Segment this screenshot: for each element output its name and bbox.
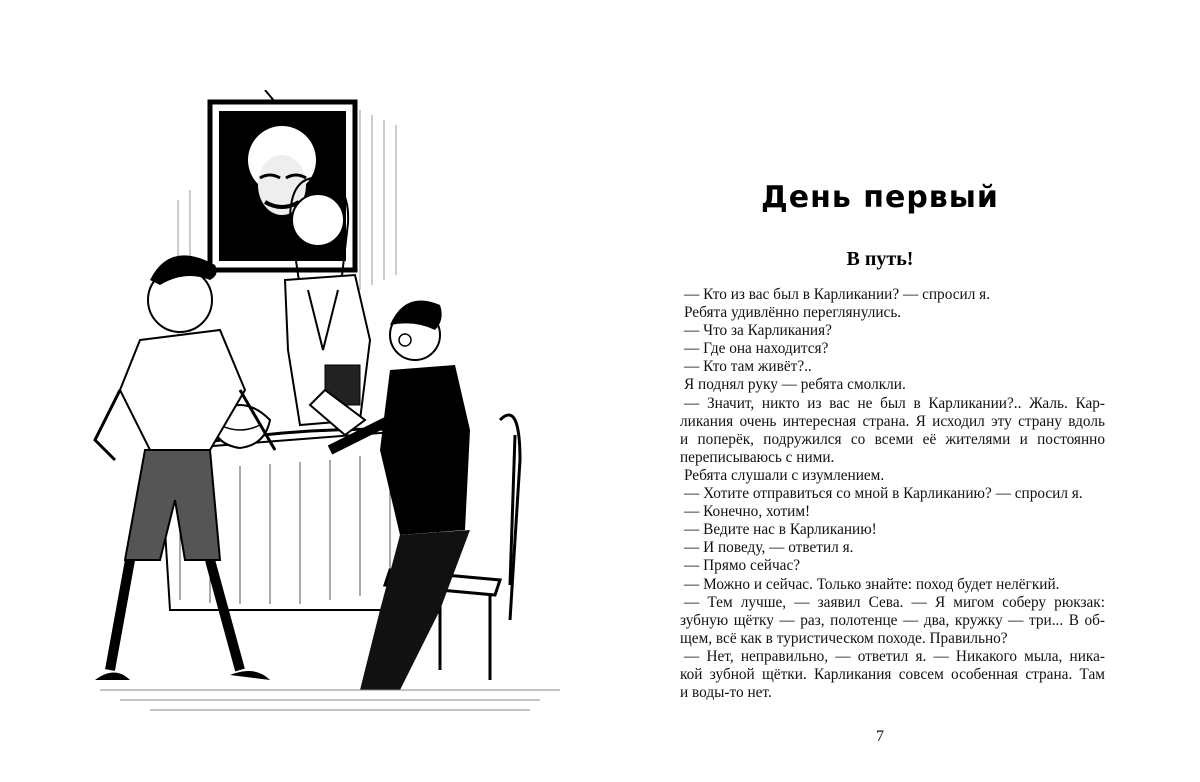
text-line: — Хотите отправиться со мной в Карликанию? — спросил я.	[684, 485, 1083, 503]
text-line: ликания очень интересная страна. Я исходил эту страну вдоль	[680, 412, 1105, 430]
text-line: Ребята слушали с изумлением.	[684, 466, 885, 484]
text-line: — Тем лучше, — заявил Сева. — Я мигом соберу рюкзак:	[684, 593, 1105, 611]
text-line: — Где она находится?	[684, 340, 829, 358]
text-line: Я поднял руку — ребята смолкли.	[684, 376, 906, 394]
text-line: — Кто там живёт?..	[684, 358, 812, 376]
text-line: кой зубной щётки. Карликания совсем особенная страна. Там	[680, 665, 1105, 683]
chapter-title: День первый	[761, 180, 999, 215]
text-line: щем, всё как в туристическом походе. Правильно?	[680, 629, 1008, 647]
text-line: переписываюсь с ними.	[680, 448, 835, 466]
page-number: 7	[876, 728, 884, 745]
text-line: — Что за Карликания?	[684, 322, 832, 340]
portrait-frame	[210, 90, 355, 270]
text-line: — Прямо сейчас?	[684, 557, 801, 575]
right-page	[600, 0, 1200, 782]
body-text	[680, 286, 1105, 702]
text-line: — Значит, никто из вас не был в Карликании?.. Жаль. Кар-	[684, 394, 1105, 412]
text-line: и поперёк, подружился со всеми её жителями и постоянно	[680, 430, 1105, 448]
text-line: — Нет, неправильно, — ответил я. — Никакого мыла, ника-	[684, 647, 1105, 665]
text-line: и воды-то нет.	[680, 684, 772, 702]
text-line: — Можно и сейчас. Только знайте: поход будет нелёгкий.	[684, 575, 1060, 593]
text-line: Ребята удивлённо переглянулись.	[684, 304, 902, 322]
text-line: — Кто из вас был в Карликании? — спросил я.	[684, 286, 991, 303]
section-title: В путь!	[846, 248, 914, 270]
text-line: — И поведу, — ответил я.	[684, 539, 854, 557]
text-line: — Конечно, хотим!	[684, 503, 811, 521]
text-line: — Ведите нас в Карликанию!	[684, 521, 877, 539]
text-line: зубную щётку — раз, полотенце — два, кружку — три... В об-	[680, 611, 1105, 629]
illustration-drawing	[60, 90, 560, 720]
illustration	[60, 90, 560, 720]
